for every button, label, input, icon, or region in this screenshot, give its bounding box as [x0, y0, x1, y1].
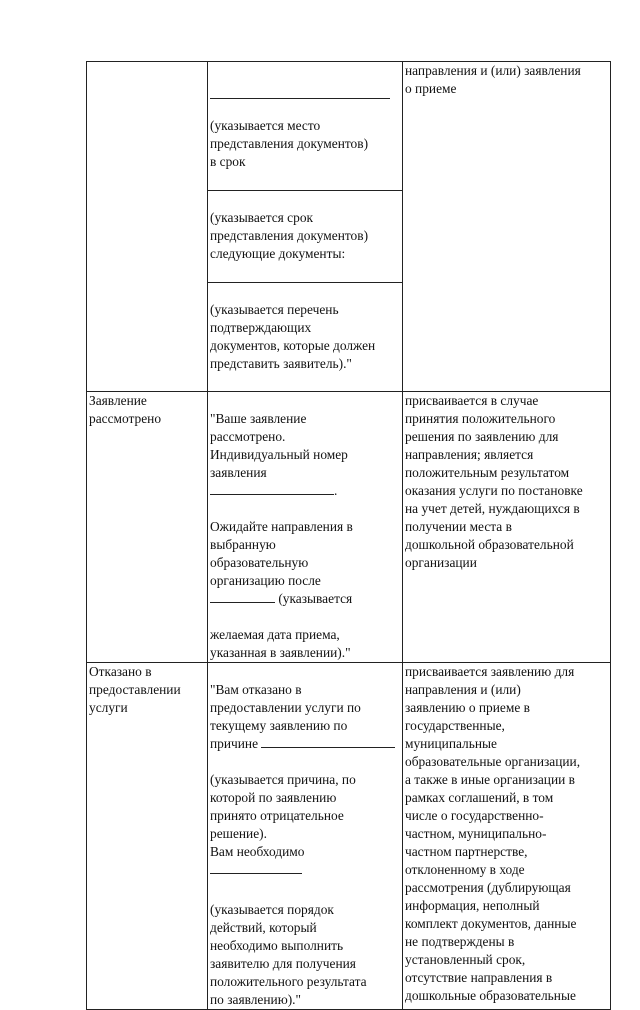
table-row	[87, 392, 611, 663]
message-part: (указывается перечень подтверждающих документов, которые должен представить заявитель)."	[210, 302, 376, 371]
message-part: (указывается место представления документов) в срок	[208, 117, 402, 191]
blank-line	[210, 482, 334, 495]
message-part: (указывается срок представления документов) следующие документы:	[208, 209, 402, 283]
table-row	[87, 663, 611, 1010]
blank-line	[210, 80, 390, 99]
blank-line	[210, 590, 275, 603]
blank-line-row	[210, 590, 400, 608]
status-cell: Заявление рассмотрено	[87, 392, 208, 663]
note-cell: присваивается в случае принятия положительного решения по заявлению для направления; является положительным результатом оказания услуги по постановке на учет детей, нуждающихся в получении места в дошкольной образовательной организации	[403, 392, 611, 663]
message-cell	[208, 663, 403, 1010]
message-text: причине	[210, 736, 262, 751]
status-cell	[87, 62, 208, 392]
message-text: (указывается	[275, 591, 353, 606]
note-cell: присваивается заявлению для направления и (или) заявлению о приеме в государственные, муниципальные образовательные организации, а также в иные организации в рамках соглашений, в том числе о государственно- частном, муниципально- частном партнерстве, отклоненному в ходе рассмотрения (дублирующая информация, неполный комплект документов, данные не подтверждены в установленный срок, отсутствие направления в дошкольные образовательные	[403, 663, 611, 1010]
note-cell: направления и (или) заявления о приеме	[403, 62, 611, 392]
message-text: желаемая дата приема, указанная в заявлении)."	[210, 627, 351, 660]
message-text: .	[334, 483, 338, 498]
message-text: "Вам отказано в предоставлении услуги по текущему заявлению по	[210, 682, 361, 733]
blank-line-row	[210, 735, 400, 753]
blank-line	[210, 861, 302, 874]
table-row	[87, 62, 611, 392]
status-table	[86, 61, 611, 1010]
blank-line-row	[210, 861, 400, 883]
message-text: (указывается причина, по которой по заявлению принято отрицательное решение). Вам необходимо	[210, 772, 356, 859]
blank-line-row	[210, 482, 400, 500]
message-text: "Ваше заявление рассмотрено. Индивидуальный номер заявления	[210, 411, 348, 480]
message-cell	[208, 392, 403, 663]
blank-line	[261, 735, 395, 748]
message-text: (указывается порядок действий, который необходимо выполнить заявителю для получения положительного результата по заявлению)."	[210, 902, 367, 1007]
message-text: Ожидайте направления в выбранную образовательную организацию после	[210, 519, 353, 588]
status-cell: Отказано в предоставлении услуги	[87, 663, 208, 1010]
message-cell	[208, 62, 403, 392]
